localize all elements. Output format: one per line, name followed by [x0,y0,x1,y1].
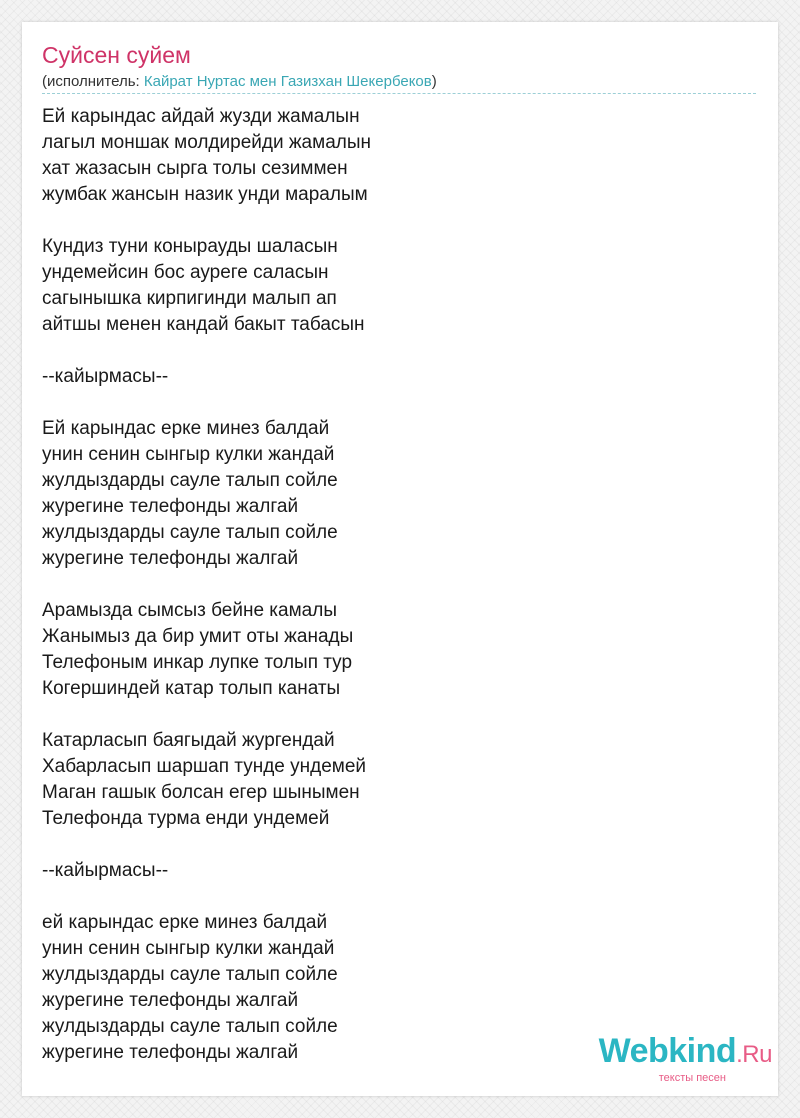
title-divider [42,93,756,94]
lyric-line: журегине телефонды жалгай [42,990,299,1011]
logo-suffix: .Ru [736,1041,772,1068]
stanza-gap [42,884,758,910]
logo-wordmark [599,1032,772,1071]
lyrics-body [42,104,758,1066]
artist-link[interactable]: Кайрат Нуртас мен Газизхан Шекербеков [143,73,432,90]
stanza-gap [42,208,758,234]
lyric-line: Жанымыз да бир умит оты жанады [42,626,354,647]
lyric-line: жулдыздарды сауле талып сойле [42,964,338,985]
logo-subtitle: тексты песен [658,1072,726,1084]
logo-main-text: Webkind [598,1032,737,1070]
lyric-line: Когершиндей катар толып канаты [42,678,341,699]
lyric-line: --кайырмасы-- [42,366,169,387]
stanza-gap [42,832,758,858]
lyric-line: айтшы менен кандай бакыт табасын [42,314,365,335]
lyric-line: Катарласып баягыдай жургендай [42,730,335,751]
artist-line [42,72,437,92]
stanza-gap [42,702,758,728]
lyric-line: унин сенин сынгыр кулки жандай [42,938,335,959]
lyric-line: Хабарласып шаршап тунде ундемей [42,756,367,777]
lyric-line: хат жазасын сырга толы сезиммен [42,158,348,179]
lyric-line: Арамызда сымсыз бейне камалы [42,600,337,621]
lyric-line: Телефонда турма енди ундемей [42,808,330,829]
lyric-line: жулдыздарды сауле талып сойле [42,522,338,543]
lyric-line: журегине телефонды жалгай [42,1042,299,1063]
artist-prefix: (исполнитель: [42,73,144,90]
lyric-line: ей карындас ерке минез балдай [42,912,328,933]
webkind-logo[interactable] [572,1032,772,1090]
stanza-gap [42,390,758,416]
lyric-line: Ей карындас ерке минез балдай [42,418,330,439]
lyric-line: ундемейсин бос ауреге саласын [42,262,329,283]
song-title: Суйсен суйем [42,42,191,68]
lyric-line: жулдыздарды сауле талып сойле [42,1016,338,1037]
lyric-line: журегине телефонды жалгай [42,548,299,569]
lyric-line: унин сенин сынгыр кулки жандай [42,444,335,465]
lyric-line: Телефоным инкар лупке толып тур [42,652,353,673]
lyric-line: сагынышка кирпигинди малып ап [42,288,337,309]
lyrics-sheet [22,22,778,1096]
lyric-line: Ей карындас айдай жузди жамалын [42,106,360,127]
lyric-line: лагыл моншак молдирейди жамалын [42,132,371,153]
stanza-gap [42,338,758,364]
lyric-line: жумбак жансын назик унди маралым [42,184,368,205]
artist-suffix: ) [431,73,437,90]
lyric-line: Кундиз туни конырауды шаласын [42,236,338,257]
lyric-line: --кайырмасы-- [42,860,169,881]
lyric-line: журегине телефонды жалгай [42,496,299,517]
lyric-line: жулдыздарды сауле талып сойле [42,470,338,491]
lyric-line: Маган гашык болсан егер шынымен [42,782,360,803]
stanza-gap [42,572,758,598]
